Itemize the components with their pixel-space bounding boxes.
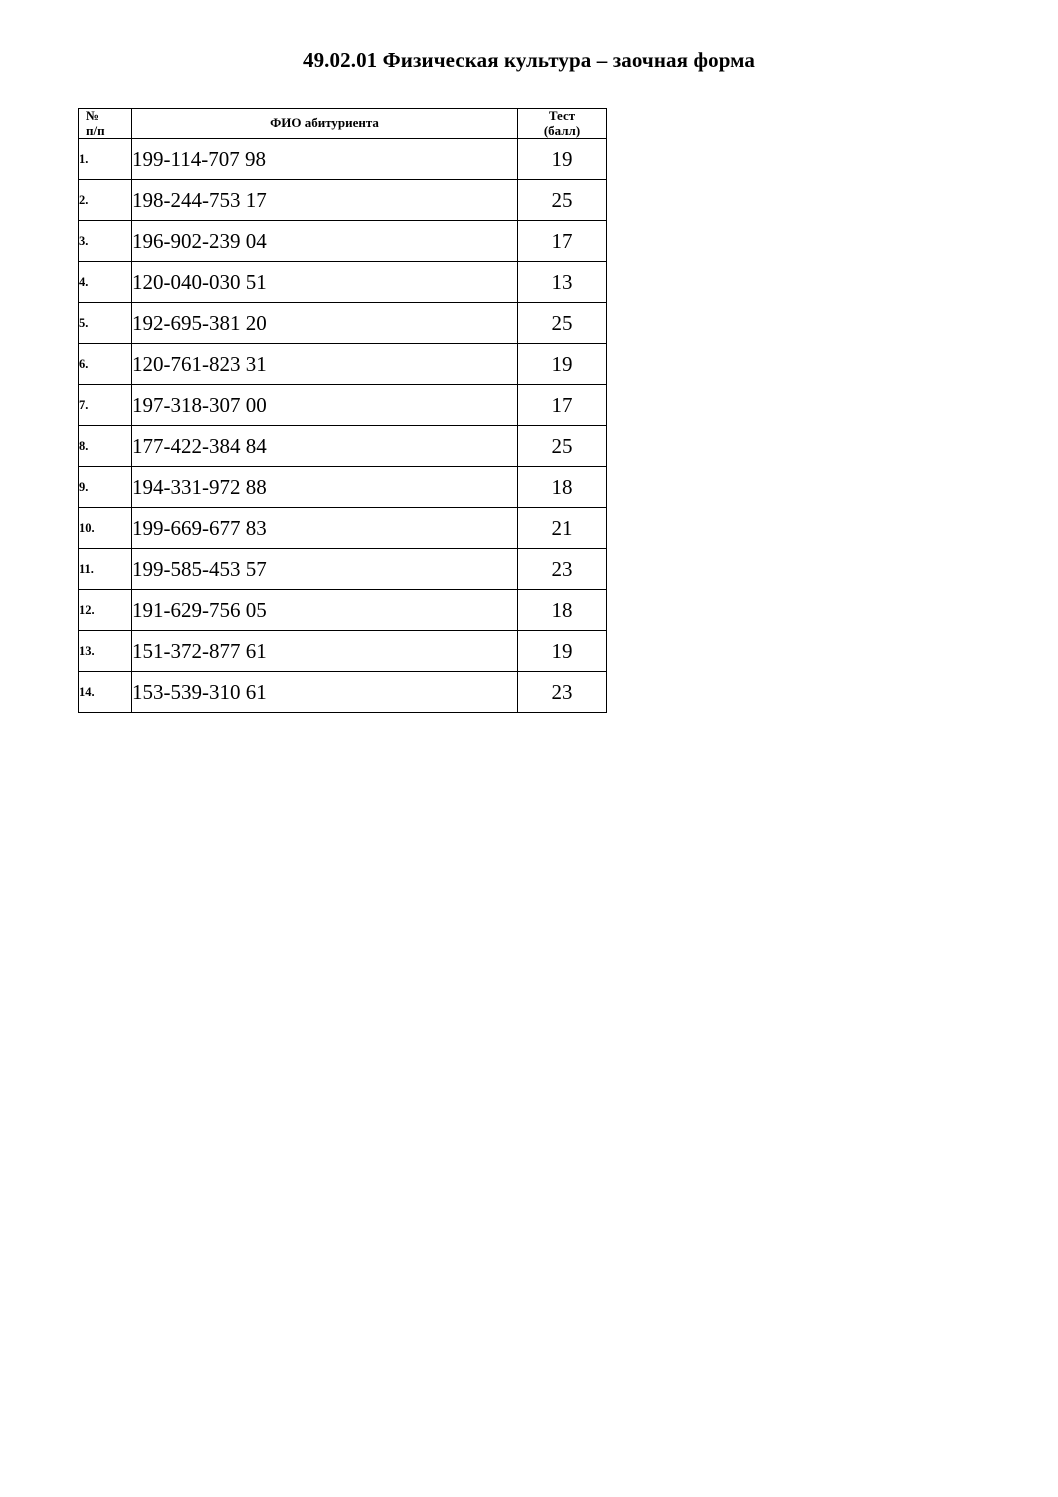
applicants-table xyxy=(78,108,607,713)
row-number: 3. xyxy=(79,221,132,262)
column-header-number-line2: п/п xyxy=(86,122,105,138)
row-number: 12. xyxy=(79,590,132,631)
table-row xyxy=(79,467,607,508)
table-row xyxy=(79,262,607,303)
table-row xyxy=(79,180,607,221)
table-row xyxy=(79,549,607,590)
applicant-identifier: 199-669-677 83 xyxy=(132,508,518,549)
table-row xyxy=(79,590,607,631)
applicant-identifier: 198-244-753 17 xyxy=(132,180,518,221)
row-number: 8. xyxy=(79,426,132,467)
applicant-identifier: 120-040-030 51 xyxy=(132,262,518,303)
table-row xyxy=(79,221,607,262)
column-header-score-line1: Тест xyxy=(548,108,576,123)
applicant-identifier: 199-585-453 57 xyxy=(132,549,518,590)
table-row xyxy=(79,385,607,426)
column-header-number-line1: № xyxy=(86,108,100,123)
test-score: 19 xyxy=(518,139,607,180)
row-number: 9. xyxy=(79,467,132,508)
column-header-number xyxy=(79,109,132,139)
applicant-identifier: 194-331-972 88 xyxy=(132,467,518,508)
test-score: 19 xyxy=(518,631,607,672)
row-number: 1. xyxy=(79,139,132,180)
test-score: 23 xyxy=(518,549,607,590)
test-score: 17 xyxy=(518,221,607,262)
test-score: 21 xyxy=(518,508,607,549)
row-number: 14. xyxy=(79,672,132,713)
table-row xyxy=(79,344,607,385)
applicant-identifier: 199-114-707 98 xyxy=(132,139,518,180)
applicant-identifier: 153-539-310 61 xyxy=(132,672,518,713)
applicant-identifier: 192-695-381 20 xyxy=(132,303,518,344)
row-number: 4. xyxy=(79,262,132,303)
page-title: 49.02.01 Физическая культура – заочная форма xyxy=(302,48,756,72)
test-score: 18 xyxy=(518,590,607,631)
table-row xyxy=(79,672,607,713)
applicant-identifier: 191-629-756 05 xyxy=(132,590,518,631)
test-score: 25 xyxy=(518,180,607,221)
table-row xyxy=(79,426,607,467)
test-score: 23 xyxy=(518,672,607,713)
table-header-row xyxy=(79,109,607,139)
table-row xyxy=(79,508,607,549)
applicant-identifier: 120-761-823 31 xyxy=(132,344,518,385)
applicant-identifier: 196-902-239 04 xyxy=(132,221,518,262)
test-score: 17 xyxy=(518,385,607,426)
row-number: 5. xyxy=(79,303,132,344)
row-number: 10. xyxy=(79,508,132,549)
column-header-score-line2: (балл) xyxy=(543,122,581,138)
test-score: 25 xyxy=(518,303,607,344)
table-header xyxy=(79,109,607,139)
row-number: 11. xyxy=(79,549,132,590)
column-header-name: ФИО абитуриента xyxy=(132,109,518,139)
row-number: 2. xyxy=(79,180,132,221)
row-number: 13. xyxy=(79,631,132,672)
test-score: 25 xyxy=(518,426,607,467)
test-score: 19 xyxy=(518,344,607,385)
table-row xyxy=(79,631,607,672)
applicant-identifier: 177-422-384 84 xyxy=(132,426,518,467)
column-header-score xyxy=(518,109,607,139)
test-score: 13 xyxy=(518,262,607,303)
row-number: 6. xyxy=(79,344,132,385)
test-score: 18 xyxy=(518,467,607,508)
applicant-identifier: 197-318-307 00 xyxy=(132,385,518,426)
table-row xyxy=(79,139,607,180)
applicant-identifier: 151-372-877 61 xyxy=(132,631,518,672)
table-row xyxy=(79,303,607,344)
table-body xyxy=(79,139,607,713)
row-number: 7. xyxy=(79,385,132,426)
